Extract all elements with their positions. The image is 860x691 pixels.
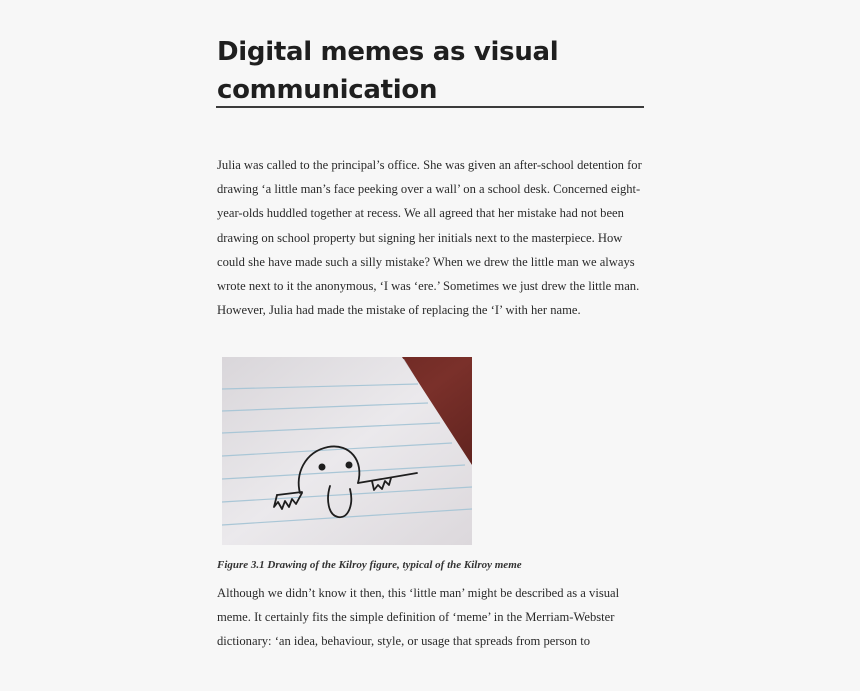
body-paragraph-1: Julia was called to the principal’s office. She was given an after-school detention for drawing ‘a little man’s face peeking over a wall’ on a school desk. Concerned eight-year-olds huddled together at recess. We all agreed that her mistake had not been drawing on school property but signing her initials next to the masterpiece. How could she have made such a silly mistake? When we drew the little man we always wrote next to it the anonymous, ‘I was ‘ere.’ Sometimes we just drew the little man. However, Julia had made the mistake of replacing the ‘I’ with her name. (217, 158, 642, 318)
kilroy-figure-photo (222, 357, 472, 545)
body-paragraph-2: Although we didn’t know it then, this ‘little man’ might be described as a visual meme. It certainly fits the simple definition of ‘meme’ in the Merriam-Webster dictionary: ‘an idea, behaviour, style, or usage that spreads from person to (217, 586, 620, 649)
page-title: Digital memes as visual communication (217, 37, 559, 105)
figure-caption: Figure 3.1 Drawing of the Kilroy figure, typical of the Kilroy meme (217, 559, 522, 571)
title-underline (216, 106, 644, 108)
kilroy-drawing-image (222, 357, 472, 545)
